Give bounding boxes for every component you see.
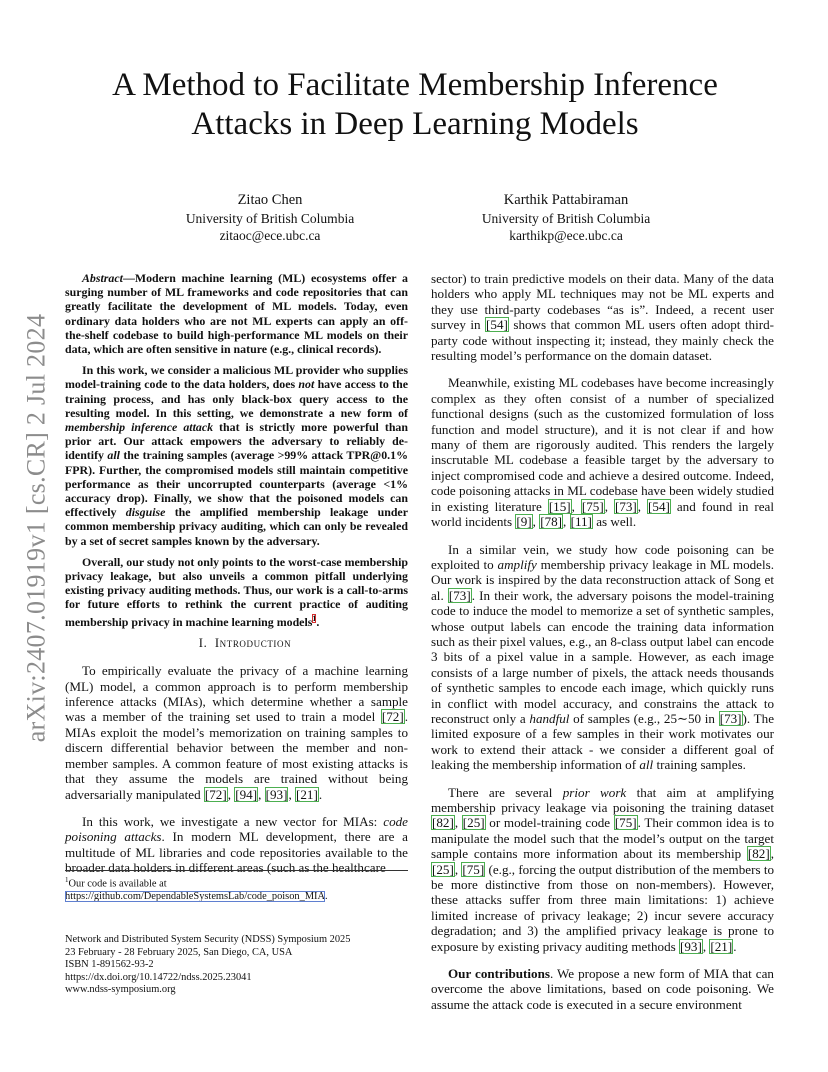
venue-info	[65, 934, 408, 997]
intro-paragraph-2: In this work, we investigate a new vector for MIAs: code poisoning attacks. In modern ML development, there are a multitude of ML libraries and code repositories available to the broader data holders in different areas (such as the healthcare	[65, 813, 408, 876]
right-column	[431, 271, 774, 1024]
arxiv-stamp	[12, 300, 60, 755]
citation-link[interactable]: [82]	[747, 846, 770, 862]
body-paragraph-4: There are several prior work that aim at amplifying membership privacy leakage via poisoning the training dataset [82], [25] or model-training code [75]. Their common idea is to manipulate the model such that the model’s output on the target sample contains more information about its membership [82], [25], [75] (e.g., forcing the output distribution of the members to be more distinctive from those on non-members). However, these attacks suffer from three main limitations: 1) achieve limited increase of privacy leakage; 2) incur severe accuracy degradation; and 3) the amplified privacy leakage is prone to exposure by existing privacy auditing methods [93], [21].	[431, 784, 775, 954]
citation-link[interactable]: [11]	[570, 514, 592, 530]
body-paragraph-5: Our contributions. We propose a new form of MIA that can overcome the above limitations, based on code poisoning. We assume the attack code is executed in a secure environment	[431, 966, 774, 1012]
paper-title: A Method to Facilitate Membership Inference Attacks in Deep Learning Models	[112, 67, 718, 142]
author-email: karthikp@ece.ubc.ca	[509, 228, 623, 243]
venue-line: 23 February - 28 February 2025, San Diego, CA, USA	[65, 946, 293, 958]
citation-link[interactable]: [75]	[614, 815, 637, 831]
citation-link[interactable]: [73]	[719, 710, 742, 726]
venue-website: www.ndss-symposium.org	[65, 984, 176, 996]
abstract-paragraph-1: Abstract—Modern machine learning (ML) ecosystems offer a surging number of ML frameworks and code repositories that can greatly facilitate the development of ML models. Today, even ordinary data holders who are not ML experts can apply an off-the-shelf codebase to build high-performance ML models on their data, which are often sensitive in nature (e.g., clinical records).	[65, 271, 408, 357]
body-paragraph-1: sector) to train predictive models on their data. Many of the data holders who apply ML techniques may not be ML experts and they use third-party codebases “as is”. Indeed, a recent user survey in [54] shows that common ML users often adopt third-party code without inspecting it; instead, they mainly check the resulting model’s performance on the domain dataset.	[431, 271, 774, 364]
author-block-2	[426, 192, 706, 244]
citation-link[interactable]: [73]	[448, 587, 471, 603]
author-affiliation: University of British Columbia	[481, 211, 651, 226]
venue-doi: https://dx.doi.org/10.14722/ndss.2025.23041	[65, 971, 252, 983]
citation-link[interactable]: [25]	[462, 815, 485, 831]
citation-link[interactable]: [72]	[381, 709, 404, 725]
citation-link[interactable]: [93]	[265, 786, 288, 802]
citation-link[interactable]: [21]	[296, 786, 318, 802]
left-column	[65, 271, 408, 888]
citation-link[interactable]: [78]	[540, 514, 563, 530]
author-email: zitaoc@ece.ubc.ca	[219, 228, 321, 243]
venue-line: ISBN 1-891562-93-2	[65, 959, 154, 971]
body-paragraph-3: In a similar vein, we study how code poisoning can be exploited to amplify membership privacy leakage in ML models. Our work is inspired by the data reconstruction attack of Song et al. [73]. In their work, the adversary poisons the model-training code to induce the model to memorize a set of synthetic samples, whose output labels can encode the training data information such as their pixel values, e.g., an 8-class output label can encode 3 bits of a pixel value in a sample. However, as each image consists of a large number of pixels, the attack needs thousands of synthetic samples to encode each image, which quickly runs in conflict with model accuracy, and constrains the attack to reconstruct only a handful of samples (e.g., 25∼50 in [73]). The limited exposure of a few samples in their work motivates our work to extend their attack - we consider a different goal of leaking the membership information of all training samples.	[431, 541, 775, 773]
citation-link[interactable]: [21]	[710, 938, 733, 954]
citation-link[interactable]: [54]	[648, 498, 670, 514]
section-heading: I. Introduction	[198, 635, 292, 650]
citation-link[interactable]: [15]	[548, 498, 571, 514]
abstract	[65, 271, 408, 629]
footnote: $^1$Our code is available at https://github.com/DependableSystemsLab/code_poison_MIA.	[65, 870, 408, 903]
author-block-1	[130, 192, 410, 244]
citation-link[interactable]: [9]	[516, 514, 532, 530]
author-affiliation: University of British Columbia	[185, 211, 355, 226]
abstract-label: Abstract	[82, 271, 123, 285]
author-name: Zitao Chen	[237, 192, 303, 208]
intro-paragraph-1: To empirically evaluate the privacy of a machine learning (ML) model, a common approach is to perform membership inference attacks (MIAs), which determine whether a sample was a member of the training set used to train a model [72]. MIAs exploit the model’s memorization on training samples to discern differential behavior between the member and non-member samples. A common feature of most existing attacks is that they assume the models are trained without being adversarially manipulated [72], [94], [93], [21].	[65, 663, 408, 802]
citation-link[interactable]: [73]	[614, 498, 637, 514]
contributions-label: Our contributions	[448, 966, 550, 982]
venue-line: Network and Distributed System Security (NDSS) Symposium 2025	[65, 934, 351, 945]
footnote-link[interactable]: 1	[312, 613, 317, 623]
citation-link[interactable]: [82]	[432, 815, 454, 831]
author-name: Karthik Pattabiraman	[503, 192, 629, 208]
citation-link[interactable]: [93]	[680, 938, 702, 954]
abstract-paragraph-3: Overall, our study not only points to the worst-case membership privacy leakage, but also unveils a common pitfall underlying existing privacy auditing methods. Thus, our work is a call-to-arms for future efforts to rethink the current practice of auditing membership privacy in machine learning models$^1$.	[65, 554, 408, 629]
code-url-link[interactable]: https://github.com/DependableSystemsLab/code_poison_MIA	[65, 890, 326, 902]
arxiv-stamp-text: arXiv:2407.01919v1 [cs.CR] 2 Jul 2024	[21, 313, 50, 742]
citation-link[interactable]: [72]	[204, 786, 227, 802]
citation-link[interactable]: [25]	[432, 861, 454, 877]
abstract-paragraph-2: In this work, we consider a malicious ML provider who supplies model-training code to the data holders, does not have access to the training process, and has only black-box query access to the resulting model. In this setting, we demonstrate a new form of membership inference attack that is strictly more powerful than prior art. Our attack empowers the adversary to reliably de-identify all the training samples (average >99% attack TPR@0.1% FPR). Further, the compromised models still maintain competitive performance as their uncorrupted counterparts (average <1% accuracy drop). Finally, we show that the poisoned models can effectively disguise the amplified membership leakage under common membership privacy auditing, which can only be revealed by a set of secret samples known by the adversary.	[65, 363, 408, 548]
body-paragraph-2: Meanwhile, existing ML codebases have become increasingly complex as they often consist of a number of specialized functional designs (such as the customized formulation of loss function and model structure), and it is not clear if and how many of them are rigorously audited. This renders the largely inscrutable ML codebase a feasible target by the adversary to inject compromised code and achieve a desired outcome. Indeed, code poisoning attacks in ML codebase have been widely studied in existing literature [15], [75], [73], [54] and found in real world incidents [9], [78], [11] as well.	[431, 375, 775, 530]
citation-link[interactable]: [75]	[462, 861, 485, 877]
citation-link[interactable]: [75]	[581, 498, 604, 514]
citation-link[interactable]: [94]	[235, 786, 258, 802]
footnote-marker: 1	[65, 876, 69, 884]
citation-link[interactable]: [54]	[486, 317, 508, 333]
